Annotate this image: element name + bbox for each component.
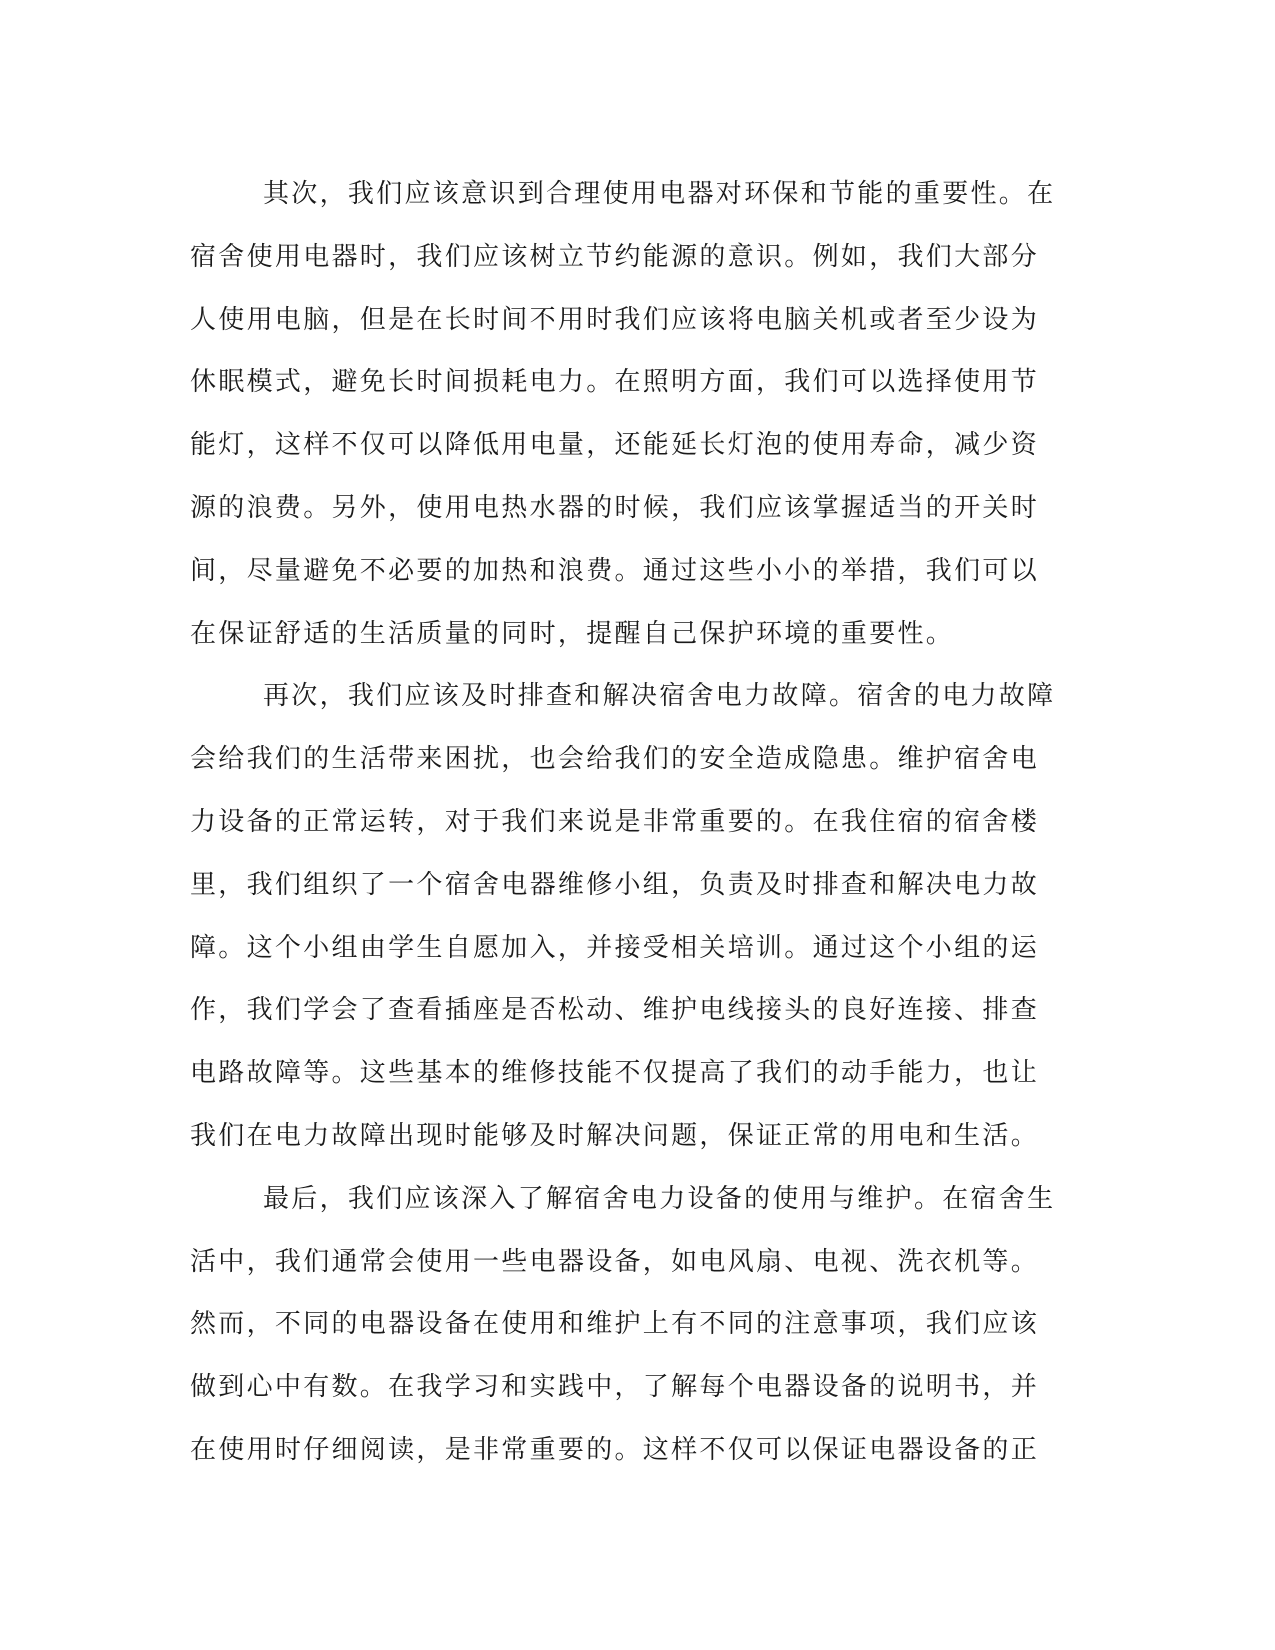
paragraph-1-line-6: 源的浪费。另外，使用电热水器的时候，我们应该掌握适当的开关时 [190, 492, 1040, 523]
paragraph-2-line-3: 力设备的正常运转，对于我们来说是非常重要的。在我住宿的宿舍楼 [190, 806, 1040, 837]
paragraph-2-line-2: 会给我们的生活带来困扰，也会给我们的安全造成隐患。维护宿舍电 [190, 744, 1040, 775]
paragraph-3-line-2: 活中，我们通常会使用一些电器设备，如电风扇、电视、洗衣机等。 [190, 1246, 1040, 1277]
paragraph-3-line-5: 在使用时仔细阅读，是非常重要的。这样不仅可以保证电器设备的正 [190, 1434, 1040, 1465]
paragraph-2-line-7: 电路故障等。这些基本的维修技能不仅提高了我们的动手能力，也让 [190, 1058, 1040, 1089]
paragraph-2-line-1: 再次，我们应该及时排查和解决宿舍电力故障。宿舍的电力故障 [263, 681, 1056, 712]
paragraph-1-line-3: 人使用电脑，但是在长时间不用时我们应该将电脑关机或者至少设为 [190, 304, 1040, 335]
paragraph-2-line-5: 障。这个小组由学生自愿加入，并接受相关培训。通过这个小组的运 [190, 932, 1040, 963]
paragraph-3-line-3: 然而，不同的电器设备在使用和维护上有不同的注意事项，我们应该 [190, 1309, 1040, 1340]
body-text [190, 163, 1080, 1482]
paragraph-1-line-2: 宿舍使用电器时，我们应该树立节约能源的意识。例如，我们大部分 [190, 241, 1040, 272]
paragraph-1-line-4: 休眠模式，避免长时间损耗电力。在照明方面，我们可以选择使用节 [190, 367, 1040, 398]
paragraph-3-line-1: 最后，我们应该深入了解宿舍电力设备的使用与维护。在宿舍生 [263, 1183, 1056, 1214]
paragraph-1-line-7: 间，尽量避免不必要的加热和浪费。通过这些小小的举措，我们可以 [190, 555, 1040, 586]
paragraph-3-line-4: 做到心中有数。在我学习和实践中，了解每个电器设备的说明书，并 [190, 1372, 1040, 1403]
paragraph-1-line-8: 在保证舒适的生活质量的同时，提醒自己保护环境的重要性。 [190, 618, 955, 649]
paragraph-1-line-1: 其次，我们应该意识到合理使用电器对环保和节能的重要性。在 [263, 179, 1056, 209]
paragraph-2-line-4: 里，我们组织了一个宿舍电器维修小组，负责及时排查和解决电力故 [190, 869, 1040, 900]
paragraph-2-line-6: 作，我们学会了查看插座是否松动、维护电线接头的良好连接、排查 [190, 995, 1040, 1026]
paragraph-2-line-8: 我们在电力故障出现时能够及时解决问题，保证正常的用电和生活。 [190, 1120, 1040, 1151]
paragraph-1-line-5: 能灯，这样不仅可以降低用电量，还能延长灯泡的使用寿命，减少资 [190, 430, 1040, 461]
